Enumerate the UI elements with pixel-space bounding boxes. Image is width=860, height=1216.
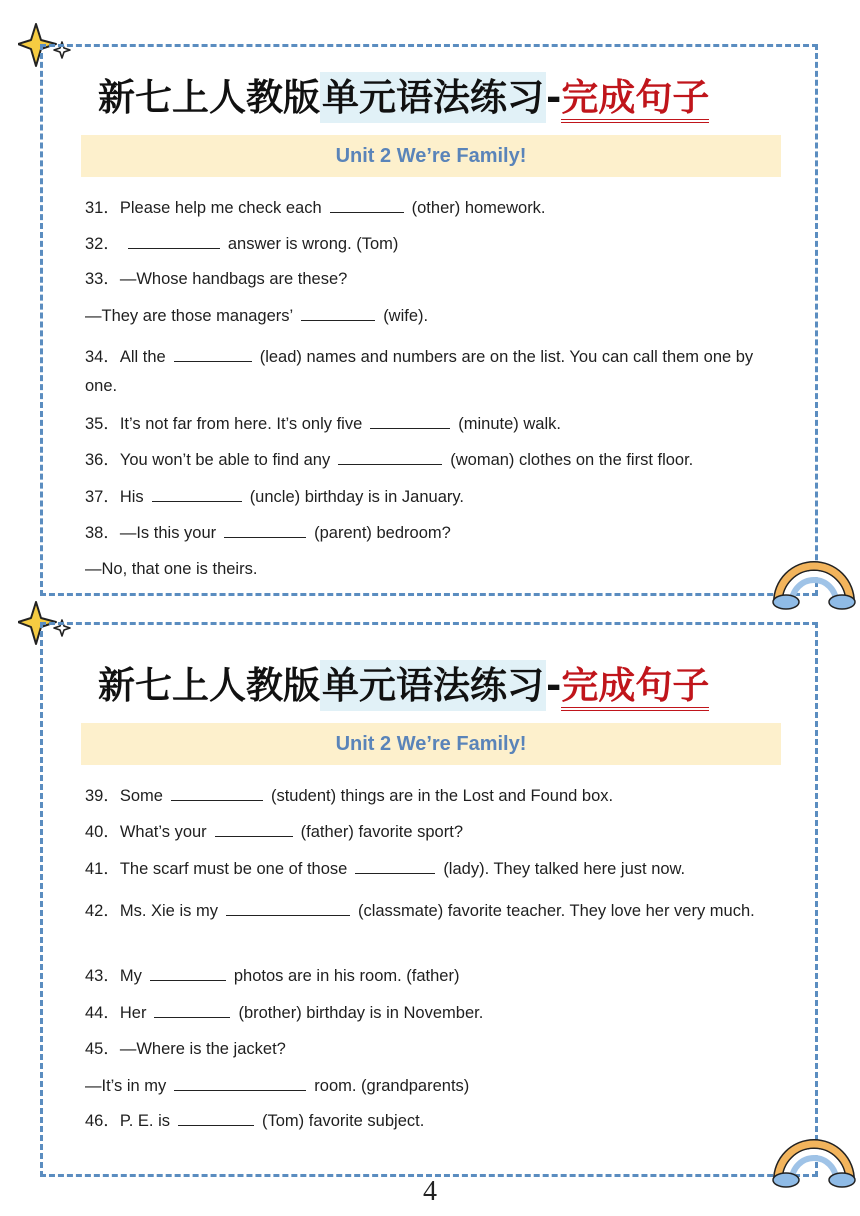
question-44: 44．Her (brother) birthday is in November. (85, 999, 785, 1027)
answer-blank[interactable] (152, 485, 242, 502)
question-38: 38．—Is this your (parent) bedroom? (85, 519, 785, 547)
exercise-card-2 (40, 622, 818, 1177)
question-42: 42．Ms. Xie is my (classmate) favorite teacher. They love her very much. (85, 897, 785, 926)
answer-blank[interactable] (355, 857, 435, 874)
question-45: 45．—Where is the jacket? (85, 1040, 286, 1058)
question-33-answer-line: —They are those managers’ (wife). (85, 302, 785, 330)
question-38-reply: —No, that one is theirs. (85, 560, 258, 578)
question-43: 43．My photos are in his room. (father) (85, 962, 785, 990)
answer-blank[interactable] (174, 1074, 306, 1091)
page-title: 新七上人教版单元语法练习-完成句子 (98, 67, 709, 121)
question-33: 33．—Whose handbags are these? (85, 270, 348, 288)
question-39: 39．Some (student) things are in the Lost and Found box. (85, 782, 785, 810)
exercise-card-1 (40, 44, 818, 596)
answer-blank[interactable] (301, 304, 375, 321)
question-40: 40．What’s your (father) favorite sport? (85, 818, 785, 846)
answer-blank[interactable] (215, 820, 293, 837)
answer-blank[interactable] (178, 1109, 254, 1126)
answer-blank[interactable] (171, 784, 263, 801)
rainbow-cloud-icon (772, 558, 856, 610)
question-31: 31．Please help me check each (other) homework. (85, 194, 785, 222)
answer-blank[interactable] (154, 1001, 230, 1018)
question-41: 41．The scarf must be one of those (lady). They talked here just now. (85, 855, 785, 883)
unit-heading: Unit 2 We’re Family! (81, 723, 781, 765)
question-36: 36．You won’t be able to find any (woman) clothes on the first floor. (85, 446, 785, 474)
answer-blank[interactable] (150, 964, 226, 981)
answer-blank[interactable] (128, 232, 220, 249)
question-34: 34．All the (lead) names and numbers are on the list. You can call them one by one. (85, 343, 785, 401)
answer-blank[interactable] (370, 412, 450, 429)
answer-blank[interactable] (330, 196, 404, 213)
page-title: 新七上人教版单元语法练习-完成句子 (98, 655, 709, 709)
answer-blank[interactable] (174, 345, 252, 362)
unit-heading: Unit 2 We’re Family! (81, 135, 781, 177)
question-37: 37．His (uncle) birthday is in January. (85, 483, 785, 511)
question-35: 35．It’s not far from here. It’s only five (minute) walk. (85, 410, 785, 438)
answer-blank[interactable] (338, 448, 442, 465)
answer-blank[interactable] (224, 521, 306, 538)
question-46: 46．P. E. is (Tom) favorite subject. (85, 1107, 785, 1135)
answer-blank[interactable] (226, 899, 350, 916)
question-45-answer-line: —It’s in my room. (grandparents) (85, 1072, 785, 1100)
question-32: 32． answer is wrong. (Tom) (85, 230, 785, 258)
page-number: 4 (423, 1176, 437, 1207)
